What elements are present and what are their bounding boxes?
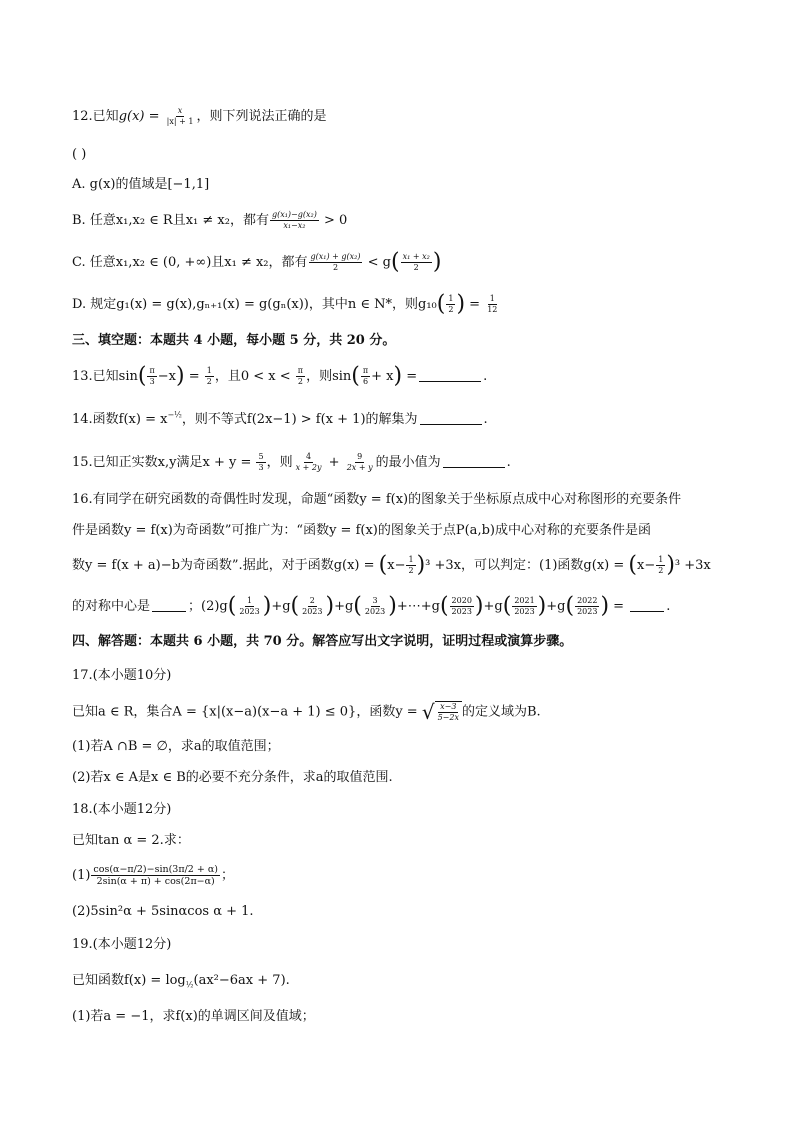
q17-sqrt: √ $\frac{x-3}{5-2x}$ [422,701,462,723]
q12-option-a: A. g(x)的值域是[−1,1] [72,177,210,192]
q17-header: 17.(本小题10分) [72,668,172,683]
q15-answer-blank [443,455,505,468]
q18-part-1: (1) $\frac{\cos(\alpha-\pi/2)-\sin(3\pi/2 + \alpha)}{2\sin(\alpha + \pi) + \cos(2\pi-\alpha)}$ ； [72,864,234,887]
q19-header: 19.(本小题12分) [72,937,172,952]
q12-answer-paren: ( ) [72,147,87,162]
q12-option-c: C. 任意x₁,x₂ ∈ (0, +∞)且x₁ ≠ x₂，都有 $\frac{\text{g(x₁) + g(x₂)}}{2}$ < g( $\frac{\text{x₁ + x₂}}{2}$ ) [72,249,442,275]
q16-blank-1 [152,599,186,612]
q18-header: 18.(本小题12分) [72,802,172,817]
q13-answer-blank [419,369,481,382]
q16-blank-2 [630,599,664,612]
q16-line-3: 数y = f(x + a)−b为奇函数”.据此，对于函数g(x) = (x− $\frac{1}{2}$ )³ +3x，可以判定：(1)函数g(x) = (x− $\frac{1}{2}$ )³ +3x [72,552,711,578]
q16-line-1: 16.有同学在研究函数的奇偶性时发现，命题“函数y = f(x)的图象关于坐标原点成中心对称图形的充要条件 [72,492,682,507]
section-3-title: 三、填空题：本题共 4 小题，每小题 5 分，共 20 分。 [72,333,396,348]
q17-stem: 已知a ∈ R，集合A = {x|(x−a)(x−a + 1) ≤ 0}，函数y = √ $\frac{x-3}{5-2x}$ 的定义域为B. [72,700,541,724]
q16-line-4: 的对称中心是 ；(2)g( $\frac{1}{2023}$ )+g( $\frac{2}{2023}$ )+g( $\frac{3}{2023}$ )+⋯+g( $\frac{2020}{2023}$ )+g( $\frac{2021}{2023}$ )+g( $\frac{2022}{2023}$ ) = . [72,593,671,619]
q18-part-2: (2)5sin²α + 5sinαcos α + 1. [72,904,254,919]
q15: 15.已知正实数x,y满足x + y = $\frac{5}{3}$ ，则 $\frac{4}{x + 2y}$ + $\frac{9}{2x + y}$ 的最小值为 . [72,452,511,472]
q12-option-d: D. 规定g₁(x) = g(x),gₙ₊₁(x) = g(gₙ(x))，其中n ∈ N*，则g₁₀( $\frac{1}{2}$ ) = $\frac{1}{12}$ [72,291,498,317]
q16-line-2: 件是函数y = f(x)为奇函数”可推广为：“函数y = f(x)的图象关于点P(a,b)成中心对称的充要条件是函 [72,523,651,538]
q13: 13.已知sin( $\frac{\pi}{3}$ −x) = $\frac{1}{2}$ ，且0 < x < $\frac{\pi}{2}$ ，则sin( $\frac{\pi}{6}$ + x) = . [72,363,488,389]
q14-answer-blank [420,412,482,425]
q17-part-1: (1)若A ∩B = ∅，求a的取值范围； [72,739,280,754]
q19-part-1: (1)若a = −1，求f(x)的单调区间及值域； [72,1009,315,1024]
q12-option-b: B. 任意x₁,x₂ ∈ R且x₁ ≠ x₂，都有 $\frac{\text{g(x₁)−g(x₂)}}{\text{x₁−x₂}}$ > 0 [72,210,348,230]
section-4-title: 四、解答题：本题共 6 小题，共 70 分。解答应写出文字说明，证明过程或演算步骤。 [72,634,573,649]
q12-fraction: $\frac{x}{|x| + 1}$ [166,106,194,126]
q12-stem: 12.已知g(x) = $\frac{x}{|x| + 1}$ ，则下列说法正确的是 [72,106,327,126]
q19-stem: 已知函数$f(x) = \log_{\frac{1}{2}}(ax^2-6ax + 7)$. [72,973,290,990]
q17-part-2: (2)若x ∈ A是x ∈ B的必要不充分条件，求a的取值范围. [72,770,393,785]
q18-stem: 已知tan α = 2.求： [72,833,190,848]
q14: 14.函数$f(x) = x^{-\frac{1}{2}}$，则不等式f(2x−1) > f(x + 1)的解集为 . [72,410,488,427]
